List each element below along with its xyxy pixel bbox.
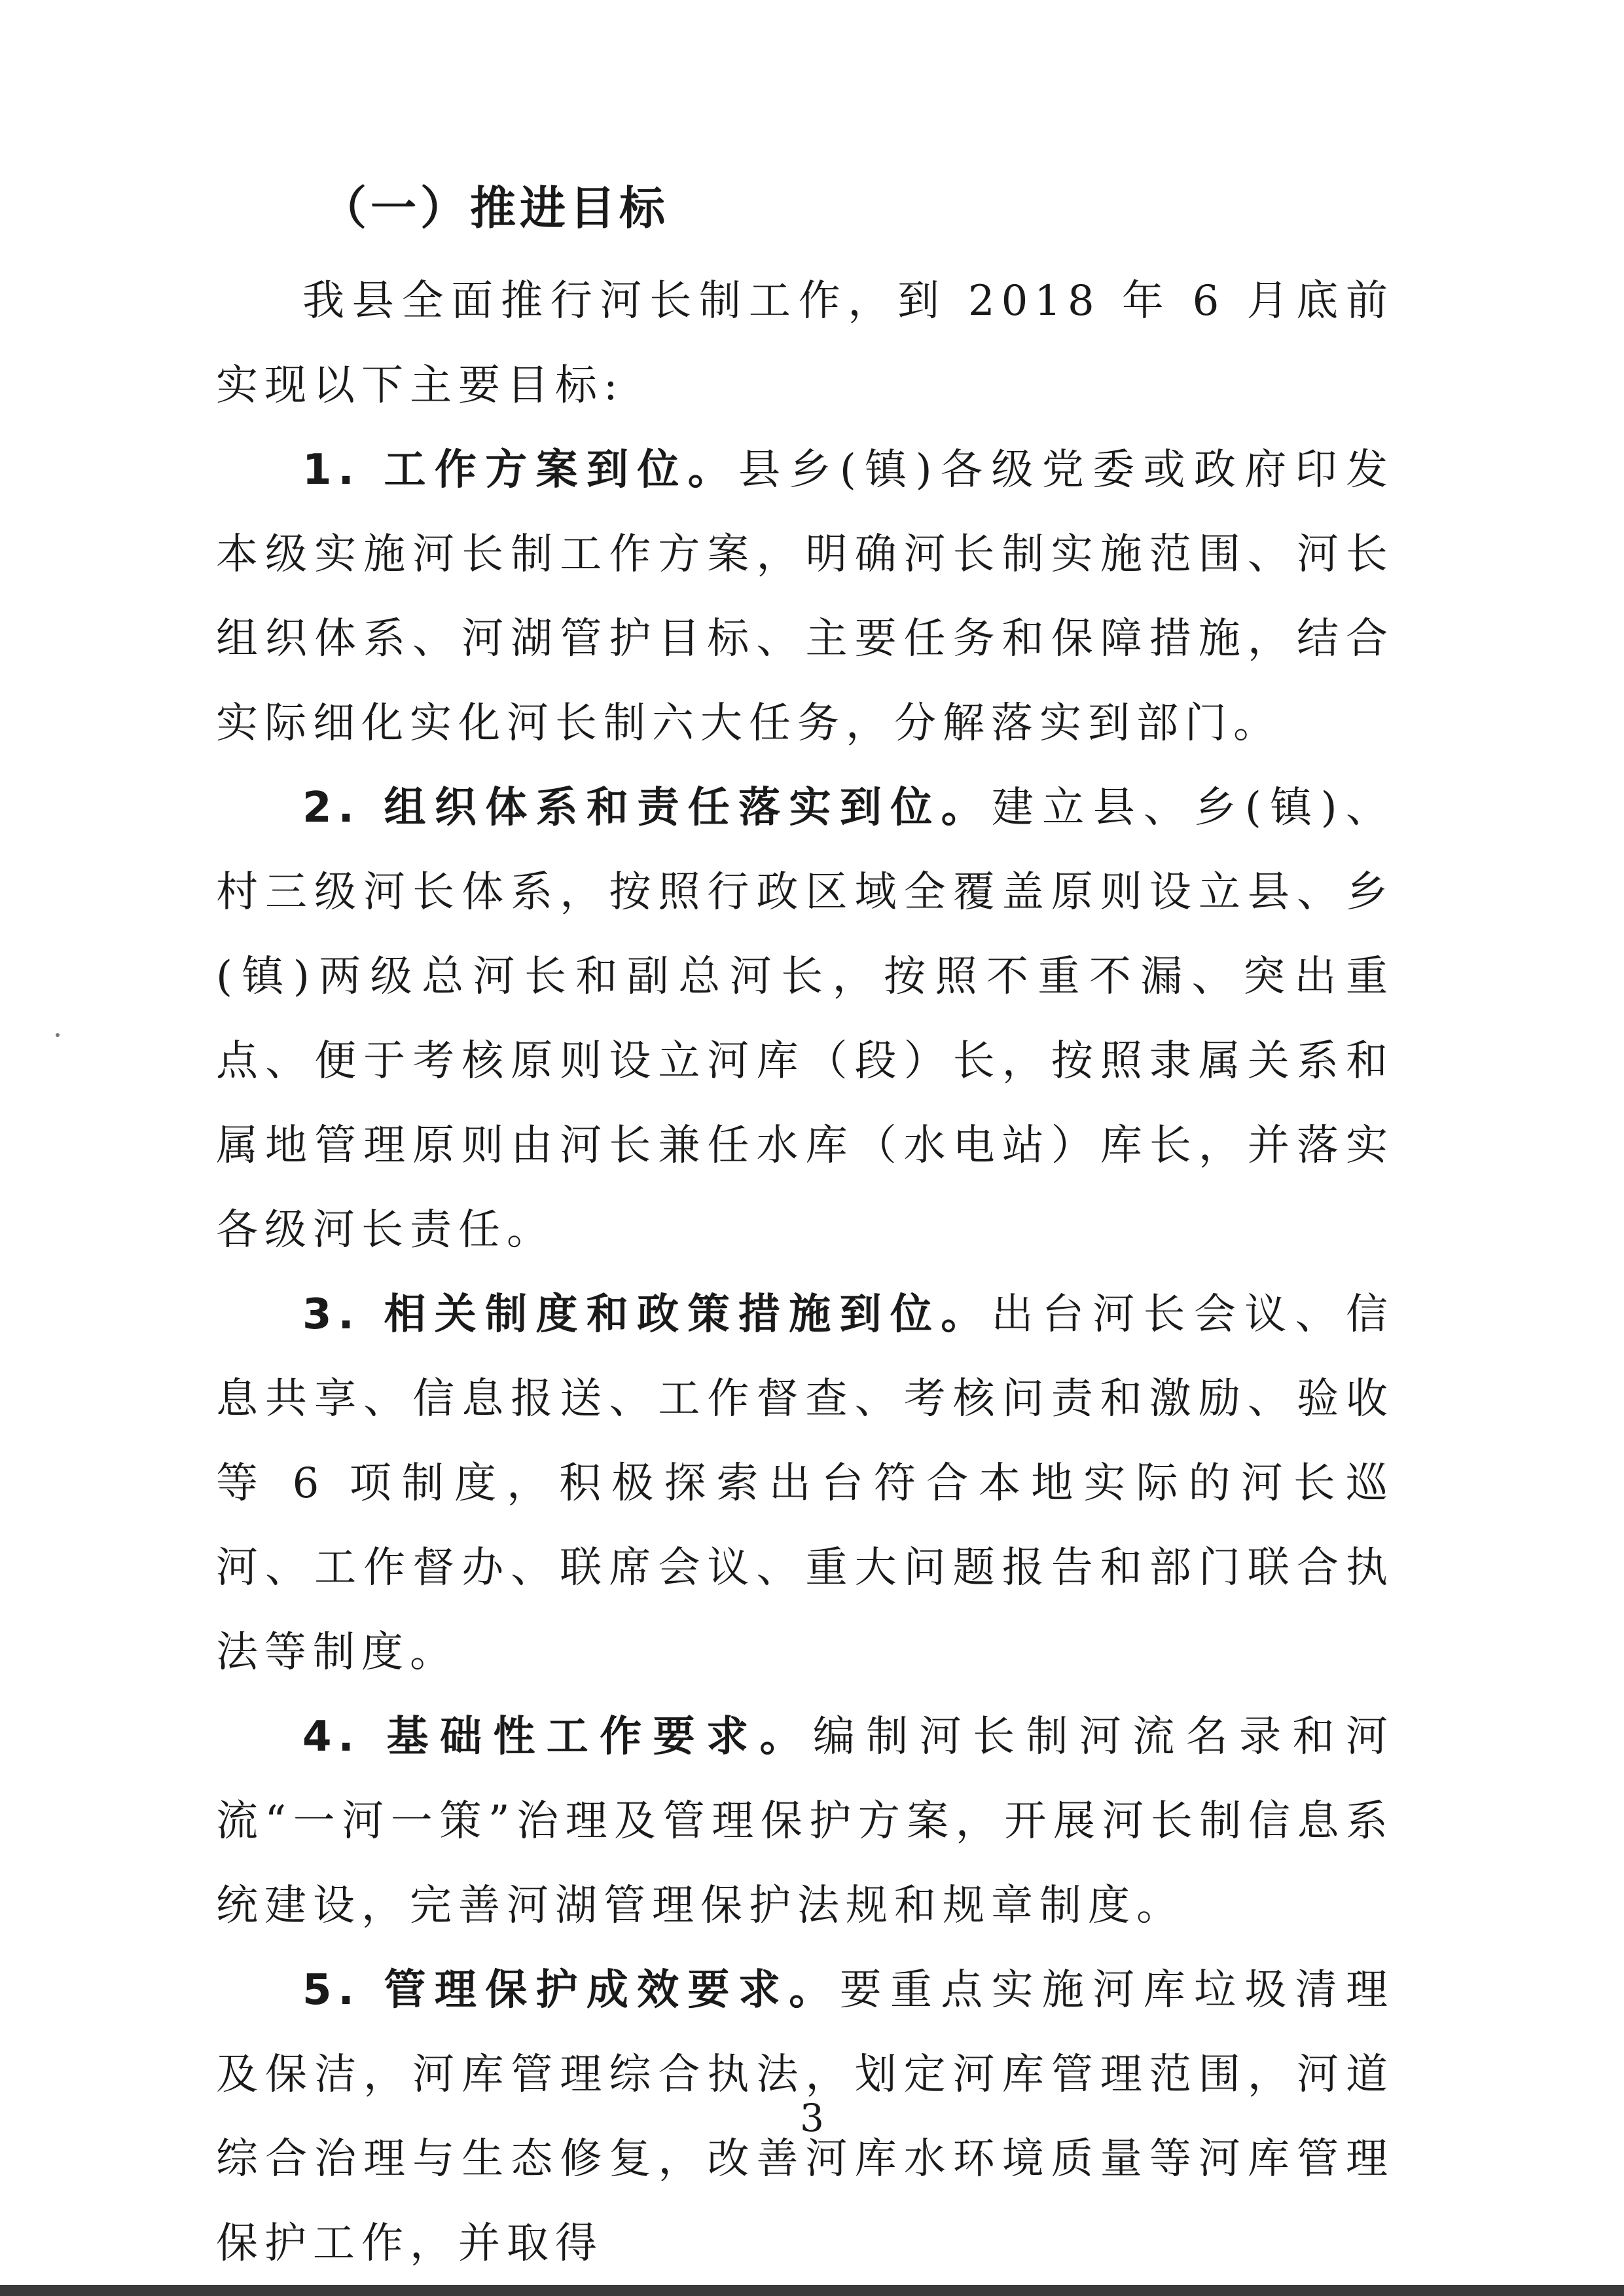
paragraph-text: 出台河长会议、信息共享、信息报送、工作督查、考核问责和激励、验收等 6 项制度，积极探索出台符合本地实际的河长巡河、工作督办、联席会议、重大问题报告和部门联合执法等制度。	[216, 1290, 1394, 1677]
paragraph-lead: 5. 管理保护成效要求。	[302, 1966, 840, 2014]
paragraph-text: 编制河长制河流名录和河流“一河一策”治理及管理保护方案，开展河长制信息系统建设，完善河湖管理保护法规和规章制度。	[216, 1713, 1395, 1930]
paragraph-lead: 3. 相关制度和政策措施到位。	[302, 1290, 992, 1339]
paragraph-item-4	[216, 1695, 1394, 1948]
section-heading: （一）推进目标	[321, 181, 669, 235]
paragraph-text: 县乡(镇)各级党委或政府印发本级实施河长制工作方案，明确河长制实施范围、河长组织体系、河湖管护目标、主要任务和保障措施，结合实际细化实化河长制六大任务，分解落实到部门。	[216, 446, 1395, 748]
paragraph-item-1	[216, 428, 1394, 766]
scan-speck	[56, 1033, 60, 1037]
paragraph-text: 我县全面推行河长制工作，到 2018 年 6 月底前实现以下主要目标:	[216, 277, 1394, 410]
paragraph-intro	[216, 259, 1394, 428]
paragraph-lead: 1. 工作方案到位。	[302, 446, 739, 494]
paragraph-item-3	[216, 1273, 1394, 1695]
scan-bottom-edge	[0, 2285, 1624, 2296]
page-number: 3	[800, 2096, 824, 2140]
body-text	[216, 259, 1394, 2286]
paragraph-text: 建立县、乡(镇)、村三级河长体系，按照行政区域全覆盖原则设立县、乡(镇)两级总河长和副总河长，按照不重不漏、突出重点、便于考核原则设立河库（段）长，按照隶属关系和属地管理原则由河长兼任水库（水电站）库长，并落实各级河长责任。	[216, 784, 1395, 1254]
paragraph-item-2	[216, 766, 1394, 1273]
paragraph-lead: 2. 组织体系和责任落实到位。	[302, 784, 992, 832]
paragraph-lead: 4. 基础性工作要求。	[302, 1713, 813, 1761]
paragraph-text: 要重点实施河库垃圾清理及保洁，河库管理综合执法，划定河库管理范围，河道综合治理与生态修复，改善河库水环境质量等河库管理保护工作，并取得	[216, 1966, 1394, 2268]
